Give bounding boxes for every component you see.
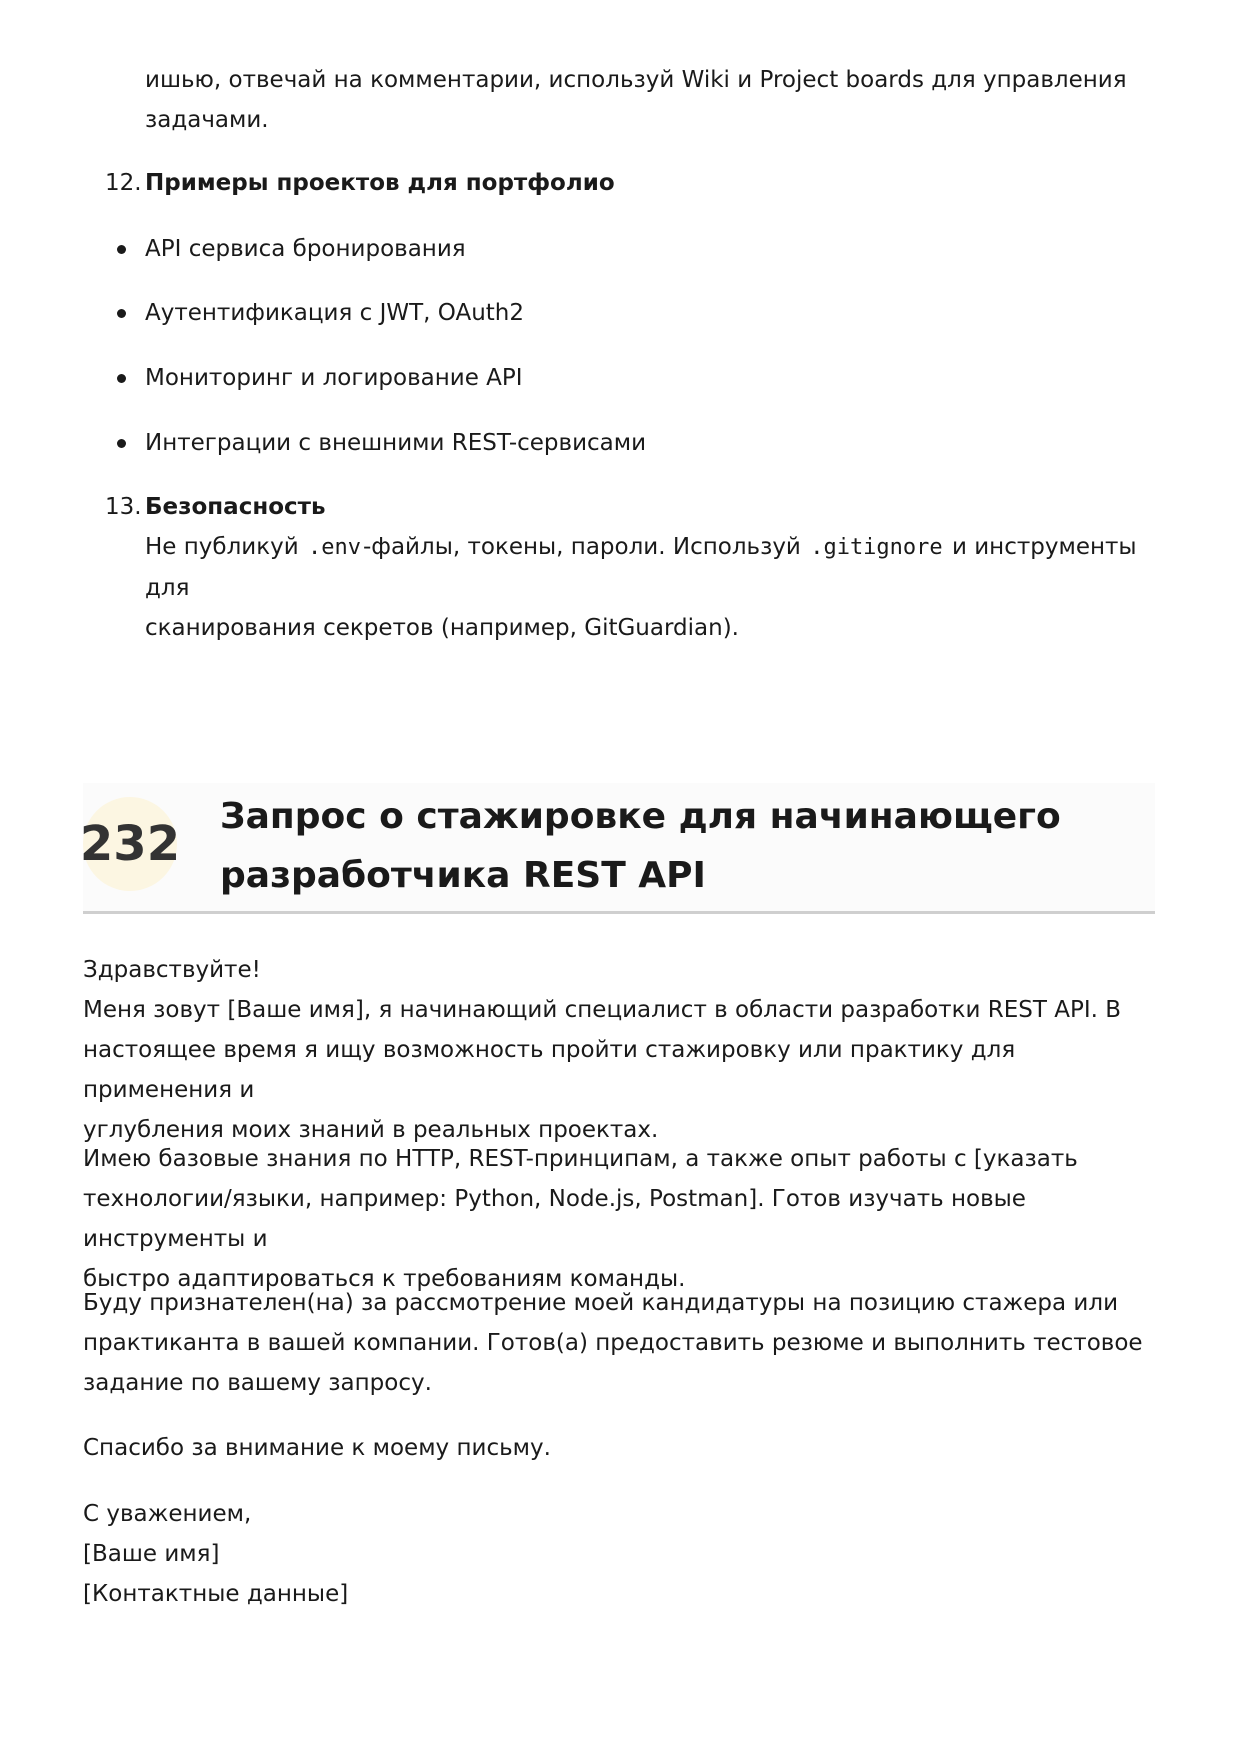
chapter-title-line-1: Запрос о стажировке для начинающего xyxy=(220,796,1061,837)
list-item: Аутентификация с JWT, OAuth2 xyxy=(145,300,525,326)
chapter-title xyxy=(220,787,1120,905)
list-item: Интеграции с внешними REST-сервисами xyxy=(145,430,647,456)
letter-thanks: Спасибо за внимание к моему письму. xyxy=(83,1435,551,1461)
chapter-number-badge xyxy=(79,797,181,891)
signature-name: [Ваше имя] xyxy=(83,1541,220,1567)
greeting: Здравствуйте! xyxy=(83,957,261,983)
paragraph-line: практиканта в вашей компании. Готов(а) предоставить резюме и выполнить тестовое xyxy=(83,1330,1143,1356)
list-number-13: 13. xyxy=(105,494,142,520)
item-13-line-1 xyxy=(145,527,1145,608)
signature-contacts: [Контактные данные] xyxy=(83,1581,349,1607)
item-13-line-2: сканирования секретов (например, GitGuardian). xyxy=(145,615,739,641)
paragraph-line: настоящее время я ищу возможность пройти стажировку или практику для применения и xyxy=(83,1037,1016,1103)
letter-paragraph-3 xyxy=(83,1283,1158,1403)
chapter-title-line-2: разработчика REST API xyxy=(220,855,706,896)
paragraph-line: углубления моих знаний в реальных проектах. xyxy=(83,1117,659,1143)
list-number-12: 12. xyxy=(105,170,142,196)
paragraph-line: быстро адаптироваться к требованиям команды. xyxy=(83,1266,686,1292)
list-item: Мониторинг и логирование API xyxy=(145,365,523,391)
chapter-number: 232 xyxy=(79,816,181,872)
continuation-line-1: ишью, отвечай на комментарии, используй Wiki и Project boards для управления xyxy=(145,67,1127,93)
paragraph-line: Меня зовут [Ваше имя], я начинающий специалист в области разработки REST API. В xyxy=(83,997,1122,1023)
bullet-marker xyxy=(117,439,126,448)
bullet-marker xyxy=(117,374,126,383)
paragraph-line: задание по вашему запросу. xyxy=(83,1370,432,1396)
item-13-title: Безопасность xyxy=(145,494,326,520)
letter-signature xyxy=(83,1494,1158,1614)
item-13-text: и инструменты для xyxy=(145,534,1137,601)
code-env: .env xyxy=(308,535,361,560)
item-12-title: Примеры проектов для портфолио xyxy=(145,170,615,196)
chapter-divider xyxy=(83,911,1155,914)
item-13-text: -файлы, токены, пароли. Используй xyxy=(362,534,809,560)
paragraph-line: Имею базовые знания по HTTP, REST-принципам, а также опыт работы с [указать xyxy=(83,1146,1078,1172)
item-13 xyxy=(145,487,1145,648)
continuation-text xyxy=(145,60,1145,140)
closing: С уважением, xyxy=(83,1501,252,1527)
list-item: API сервиса бронирования xyxy=(145,236,466,262)
code-gitignore: .gitignore xyxy=(810,535,943,560)
letter-paragraph-1 xyxy=(83,950,1158,1150)
bullet-marker xyxy=(117,245,126,254)
item-13-text: Не публикуй xyxy=(145,534,306,560)
paragraph-line: Буду признателен(на) за рассмотрение моей кандидатуры на позицию стажера или xyxy=(83,1290,1119,1316)
paragraph-line: технологии/языки, например: Python, Node.js, Postman]. Готов изучать новые инструменты и xyxy=(83,1186,1026,1252)
continuation-line-2: задачами. xyxy=(145,107,269,133)
bullet-marker xyxy=(117,309,126,318)
letter-paragraph-2 xyxy=(83,1139,1158,1299)
